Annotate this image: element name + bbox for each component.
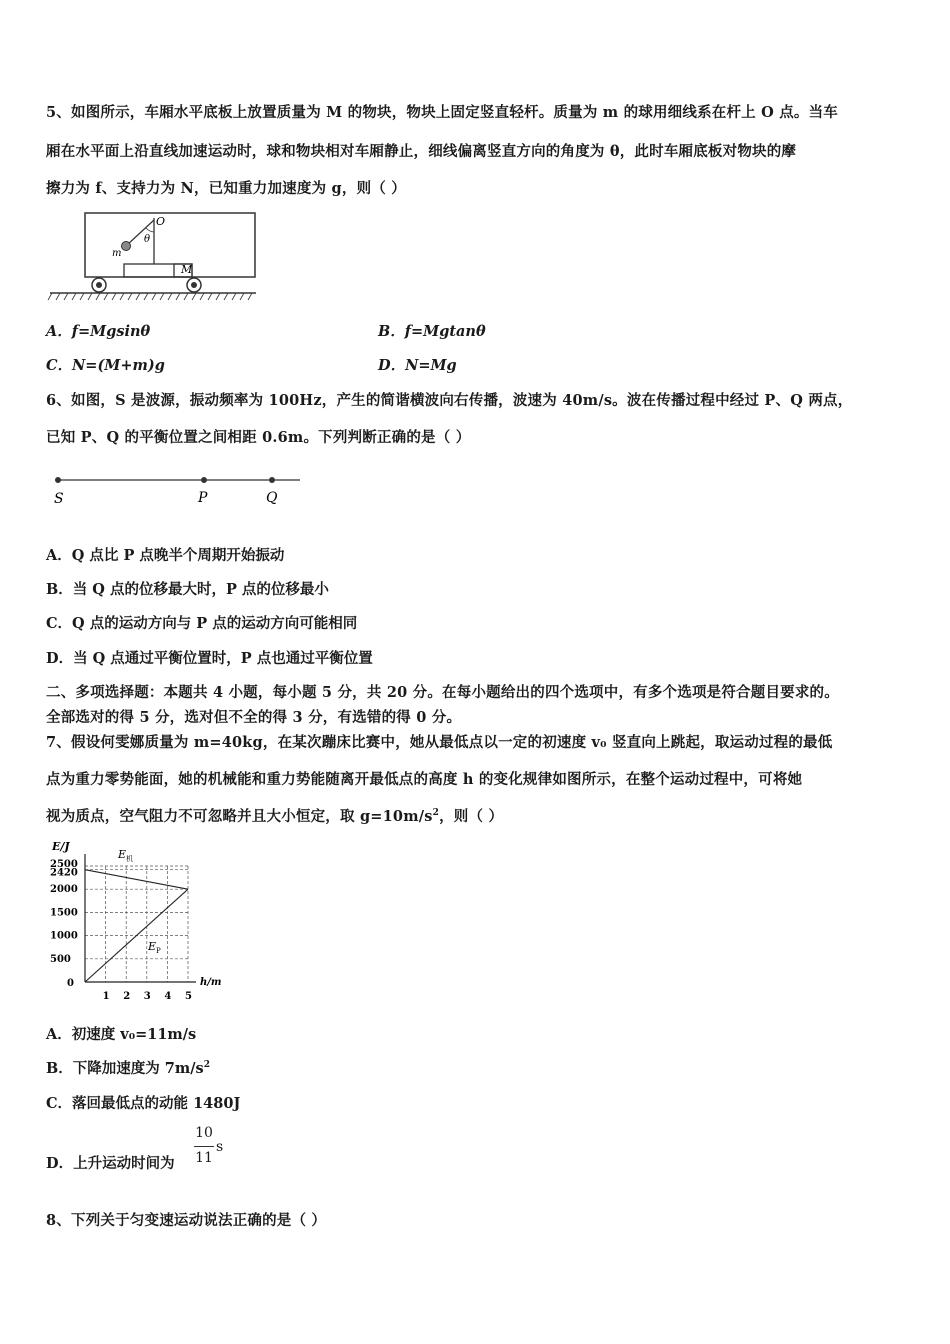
y-tick-label: 0 xyxy=(67,978,74,989)
q8-line-1: 8、下列关于匀变速运动说法正确的是（ ） xyxy=(46,1212,327,1229)
series-label-0: $E_机$ xyxy=(118,848,134,863)
q5-line-2: 厢在水平面上沿直线加速运动时，球和物块相对车厢静止，细线偏离竖直方向的角度为 θ，此时车厢底板对物块的摩 xyxy=(46,143,797,160)
q6-option-b: B．当 Q 点的位移最大时，P 点的位移最小 xyxy=(46,581,329,598)
label-M: M xyxy=(181,263,193,276)
q5-option-d: D．N=Mg xyxy=(378,357,457,374)
q7-option-a: A．初速度 v₀=11m/s xyxy=(46,1026,197,1043)
label-Q: Q xyxy=(266,490,278,506)
label-S: S xyxy=(54,491,64,507)
q7-option-d: D．上升运动时间为 xyxy=(46,1155,175,1172)
q7-line-1: 7、假设何雯娜质量为 m=40kg，在某次蹦床比赛中，她从最低点以一定的初速度 v₀ 竖直向上跳起，取运动过程的最低 xyxy=(46,734,833,751)
label-theta: θ xyxy=(144,234,151,245)
q7-option-d-denominator: 11 xyxy=(195,1150,213,1166)
series-label-sub-0: 机 xyxy=(126,855,134,863)
x-tick-label: 5 xyxy=(185,991,192,1002)
q6-option-a: A．Q 点比 P 点晚半个周期开始振动 xyxy=(46,547,285,564)
series-label-sub-1: P xyxy=(156,947,161,955)
q5-option-b: B．f=Mgtanθ xyxy=(378,323,486,340)
q7-option-b-sup: 2 xyxy=(203,1060,210,1071)
section2-line-2: 全部选对的得 5 分，选对但不全的得 3 分，有选错的得 0 分。 xyxy=(46,709,462,726)
y-tick-label: 2420 xyxy=(50,867,78,879)
q7-option-b xyxy=(46,1057,210,1078)
series-line-0 xyxy=(85,870,188,889)
y-tick-label: 1000 xyxy=(50,930,78,942)
q7-option-c: C．落回最低点的动能 1480J xyxy=(46,1095,241,1112)
q5-cart-figure xyxy=(46,210,258,305)
label-O: O xyxy=(156,215,166,228)
section2-line-1: 二、多项选择题：本题共 4 小题，每小题 5 分，共 20 分。在每小题给出的四个选项中，有多个选项是符合题目要求的。 xyxy=(46,684,839,701)
q7-line-3-sup: 2 xyxy=(432,808,440,819)
series-label-1: $E_P$ xyxy=(148,940,161,955)
q7-line-3-text: 视为质点，空气阻力不可忽略并且大小恒定，取 g=10m/s xyxy=(46,808,433,825)
x-tick-label: 4 xyxy=(164,991,172,1002)
q6-line-1: 6、如图，S 是波源，振动频率为 100Hz，产生的简谐横波向右传播，波速为 40m/s。波在传播过程中经过 P、Q 两点， xyxy=(46,392,853,409)
fraction-bar xyxy=(194,1146,214,1147)
q6-line-2: 已知 P、Q 的平衡位置之间相距 0.6m。下列判断正确的是（ ） xyxy=(46,429,471,446)
q7-line-3-tail: ，则（ ） xyxy=(439,808,504,825)
q5-option-a: A．f=Mgsinθ xyxy=(46,323,151,340)
y-tick-label: 2500 xyxy=(50,859,78,870)
q5-line-1: 5、如图所示，车厢水平底板上放置质量为 M 的物块，物块上固定竖直轻杆。质量为 m 的球用细线系在杆上 O 点。当车 xyxy=(46,104,838,121)
q6-option-d: D．当 Q 点通过平衡位置时，P 点也通过平衡位置 xyxy=(46,650,373,667)
q7-line-3 xyxy=(46,805,503,826)
y-axis-label: E/J xyxy=(52,840,70,853)
y-tick-label: 500 xyxy=(50,953,71,965)
x-axis-label: h/m xyxy=(200,977,222,988)
label-m: m xyxy=(112,248,122,259)
x-tick-label: 3 xyxy=(143,991,151,1002)
q7-energy-chart xyxy=(40,838,240,1008)
q7-option-b-text: B．下降加速度为 7m/s xyxy=(46,1060,204,1077)
q5-option-c: C．N=(M+m)g xyxy=(46,357,165,374)
q7-option-d-unit: s xyxy=(216,1139,224,1155)
label-P: P xyxy=(198,490,208,506)
y-tick-label: 2000 xyxy=(50,884,78,896)
q6-wave-figure xyxy=(46,468,306,512)
x-tick-label: 2 xyxy=(123,991,131,1002)
q6-option-c: C．Q 点的运动方向与 P 点的运动方向可能相同 xyxy=(46,615,358,632)
y-tick-label: 1500 xyxy=(50,907,78,919)
x-tick-label: 1 xyxy=(102,991,110,1002)
q7-line-2: 点为重力零势能面，她的机械能和重力势能随离开最低点的高度 h 的变化规律如图所示，在整个运动过程中，可将她 xyxy=(46,771,803,788)
q7-option-d-numerator: 10 xyxy=(195,1125,213,1141)
q5-line-3: 擦力为 f、支持力为 N，已知重力加速度为 g，则（ ） xyxy=(46,180,406,197)
